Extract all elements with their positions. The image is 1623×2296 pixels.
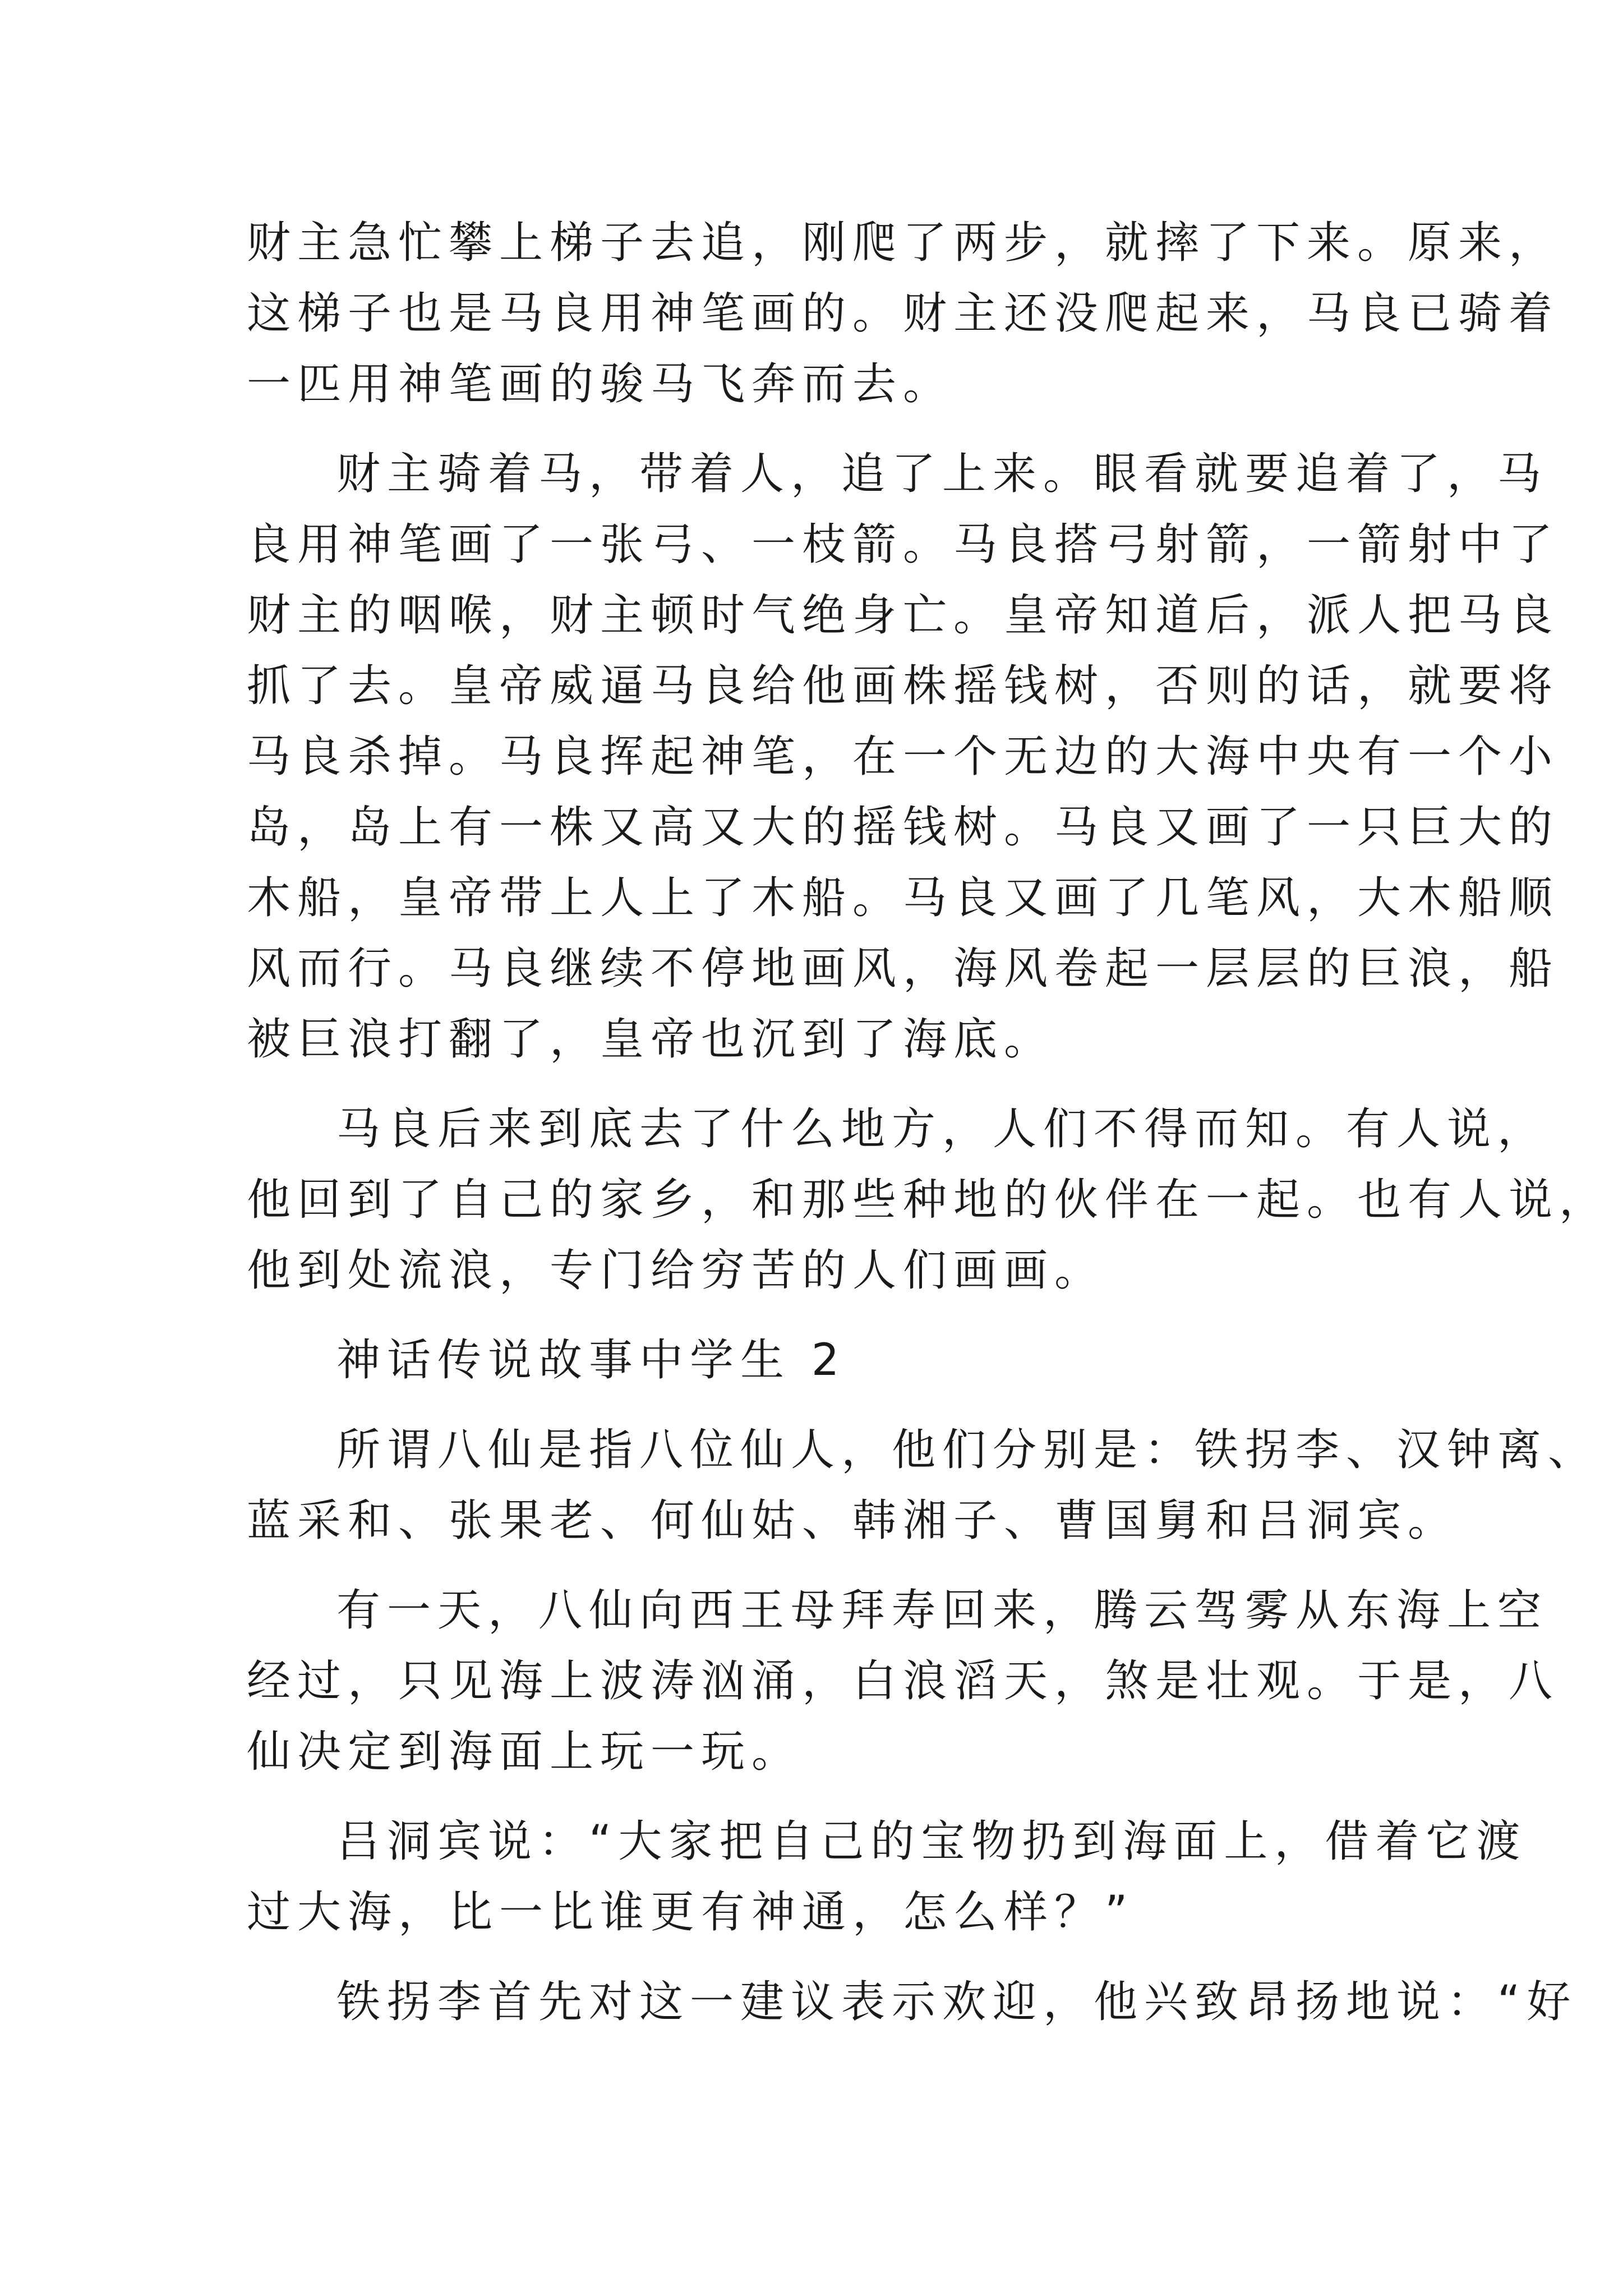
text-line: 神话传说故事中学生 2 — [336, 1335, 846, 1386]
paragraph — [247, 439, 1560, 1075]
paragraph-spacer — [247, 420, 1396, 439]
text-line: 财主急忙攀上梯子去追，刚爬了两步，就摔了下来。原来， — [247, 218, 1560, 268]
text-line: 马良后来到底去了什么地方，人们不得而知。有人说， — [336, 1104, 1548, 1154]
paragraph-spacer — [247, 1787, 1396, 1806]
text-line: 马良杀掉。马良挥起神笔，在一个无边的大海中央有一个小 — [247, 731, 1560, 782]
paragraph-spacer — [247, 1396, 1396, 1415]
text-line: 良用神笔画了一张弓、一枝箭。马良搭弓射箭，一箭射中了 — [247, 519, 1560, 570]
text-line: 木船，皇帝带上人上了木船。马良又画了几笔风，大木船顺 — [247, 873, 1560, 923]
paragraph — [247, 208, 1560, 420]
document-body — [247, 208, 1610, 2037]
paragraph — [247, 1325, 1396, 1396]
text-line: 被巨浪打翻了，皇帝也沉到了海底。 — [247, 1014, 1055, 1065]
text-line: 一匹用神笔画的骏马飞奔而去。 — [247, 359, 954, 409]
paragraph — [247, 1415, 1599, 1556]
paragraph-spacer — [247, 1306, 1396, 1325]
paragraph-spacer — [247, 1556, 1396, 1575]
text-line: 他回到了自己的家乡，和那些种地的伙伴在一起。也有人说， — [247, 1175, 1610, 1225]
text-line: 蓝采和、张果老、何仙姑、韩湘子、曹国舅和吕洞宾。 — [247, 1496, 1459, 1546]
text-line: 吕洞宾说：“大家把自己的宝物扔到海面上，借着它渡 — [336, 1816, 1527, 1867]
text-line: 有一天，八仙向西王母拜寿回来，腾云驾雾从东海上空 — [336, 1585, 1548, 1636]
paragraph-spacer — [247, 1948, 1396, 1967]
text-line: 这梯子也是马良用神笔画的。财主还没爬起来，马良已骑着 — [247, 288, 1560, 339]
text-line: 岛，岛上有一株又高又大的摇钱树。马良又画了一只巨大的 — [247, 802, 1560, 853]
text-line: 经过，只见海上波涛汹涌，白浪滔天，煞是壮观。于是，八 — [247, 1656, 1560, 1706]
text-line: 风而行。马良继续不停地画风，海风卷起一层层的巨浪，船 — [247, 944, 1560, 994]
paragraph — [247, 1094, 1610, 1306]
text-line: 过大海，比一比谁更有神通，怎么样？” — [247, 1887, 1135, 1938]
paragraph — [247, 1575, 1560, 1787]
paragraph — [247, 1806, 1527, 1948]
text-line: 他到处流浪，专门给穷苦的人们画画。 — [247, 1245, 1105, 1296]
text-line: 铁拐李首先对这一建议表示欢迎，他兴致昂扬地说：“好 — [336, 1977, 1578, 2027]
paragraph-spacer — [247, 1075, 1396, 1094]
text-line: 财主骑着马，带着人，追了上来。眼看就要追着了，马 — [336, 449, 1548, 499]
paragraph — [247, 1967, 1578, 2037]
text-line: 抓了去。皇帝威逼马良给他画株摇钱树，否则的话，就要将 — [247, 661, 1560, 711]
text-line: 所谓八仙是指八位仙人，他们分别是：铁拐李、汉钟离、 — [336, 1425, 1599, 1475]
text-line: 仙决定到海面上玩一玩。 — [247, 1727, 803, 1777]
text-line: 财主的咽喉，财主顿时气绝身亡。皇帝知道后，派人把马良 — [247, 590, 1560, 641]
